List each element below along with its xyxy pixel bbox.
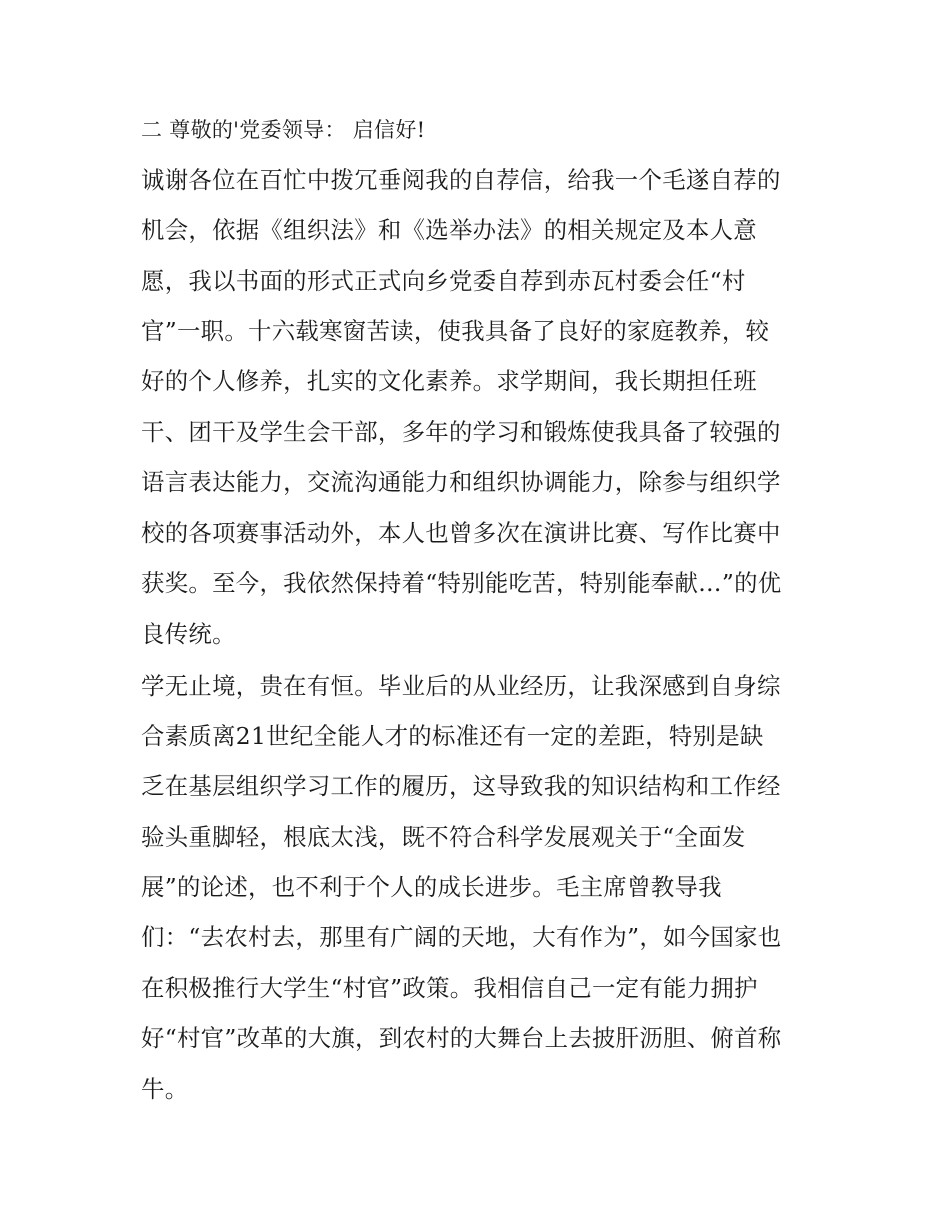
paragraph-line: 们：“去农村去，那里有广阔的天地，大有作为”，如今国家也: [141, 923, 782, 951]
paragraph-line: 干、团干及学生会干部，多年的学习和锻炼使我具备了较强的: [141, 418, 781, 446]
paragraph-line: 展”的论述，也不利于个人的成长进步。毛主席曾教导我: [141, 873, 722, 901]
paragraph-line: 校的各项赛事活动外，本人也曾多次在演讲比赛、写作比赛中: [141, 519, 781, 547]
paragraph-line: 牛。: [141, 1075, 189, 1103]
paragraph-line: 诚谢各位在百忙中拨冗垂阅我的自荐信，给我一个毛遂自荐的: [141, 166, 781, 194]
paragraph-line: 学无止境，贵在有恒。毕业后的从业经历，让我深感到自身综: [141, 672, 781, 700]
paragraph-line: 合素质离21世纪全能人才的标准还有一定的差距，特别是缺: [141, 722, 764, 750]
paragraph-line: 在积极推行大学生“村官”政策。我相信自己一定有能力拥护: [141, 974, 758, 1002]
paragraph-line: 验头重脚轻，根底太浅，既不符合科学发展观关于“全面发: [141, 823, 746, 851]
salutation-line: 二 尊敬的'党委领导： 启信好!: [141, 118, 426, 142]
paragraph-line: 愿，我以书面的形式正式向乡党委自荐到赤瓦村委会任“村: [141, 267, 746, 295]
paragraph-line: 机会，依据《组织法》和《选举办法》的相关规定及本人意: [141, 216, 757, 244]
paragraph-line: 官”一职。十六载寒窗苦读，使我具备了良好的家庭教养，较: [141, 317, 770, 345]
paragraph-line: 语言表达能力，交流沟通能力和组织协调能力，除参与组织学: [141, 468, 781, 496]
paragraph-line: 获奖。至今，我依然保持着“特别能吃苦，特别能奉献…”的优: [141, 569, 782, 597]
paragraph-line: 乏在基层组织学习工作的履历，这导致我的知识结构和工作经: [141, 772, 781, 800]
paragraph-line: 好的个人修养，扎实的文化素养。求学期间，我长期担任班: [141, 367, 757, 395]
paragraph-line: 好“村官”改革的大旗，到农村的大舞台上去披肝沥胆、俯首称: [141, 1024, 782, 1052]
paragraph-line: 良传统。: [141, 620, 236, 648]
